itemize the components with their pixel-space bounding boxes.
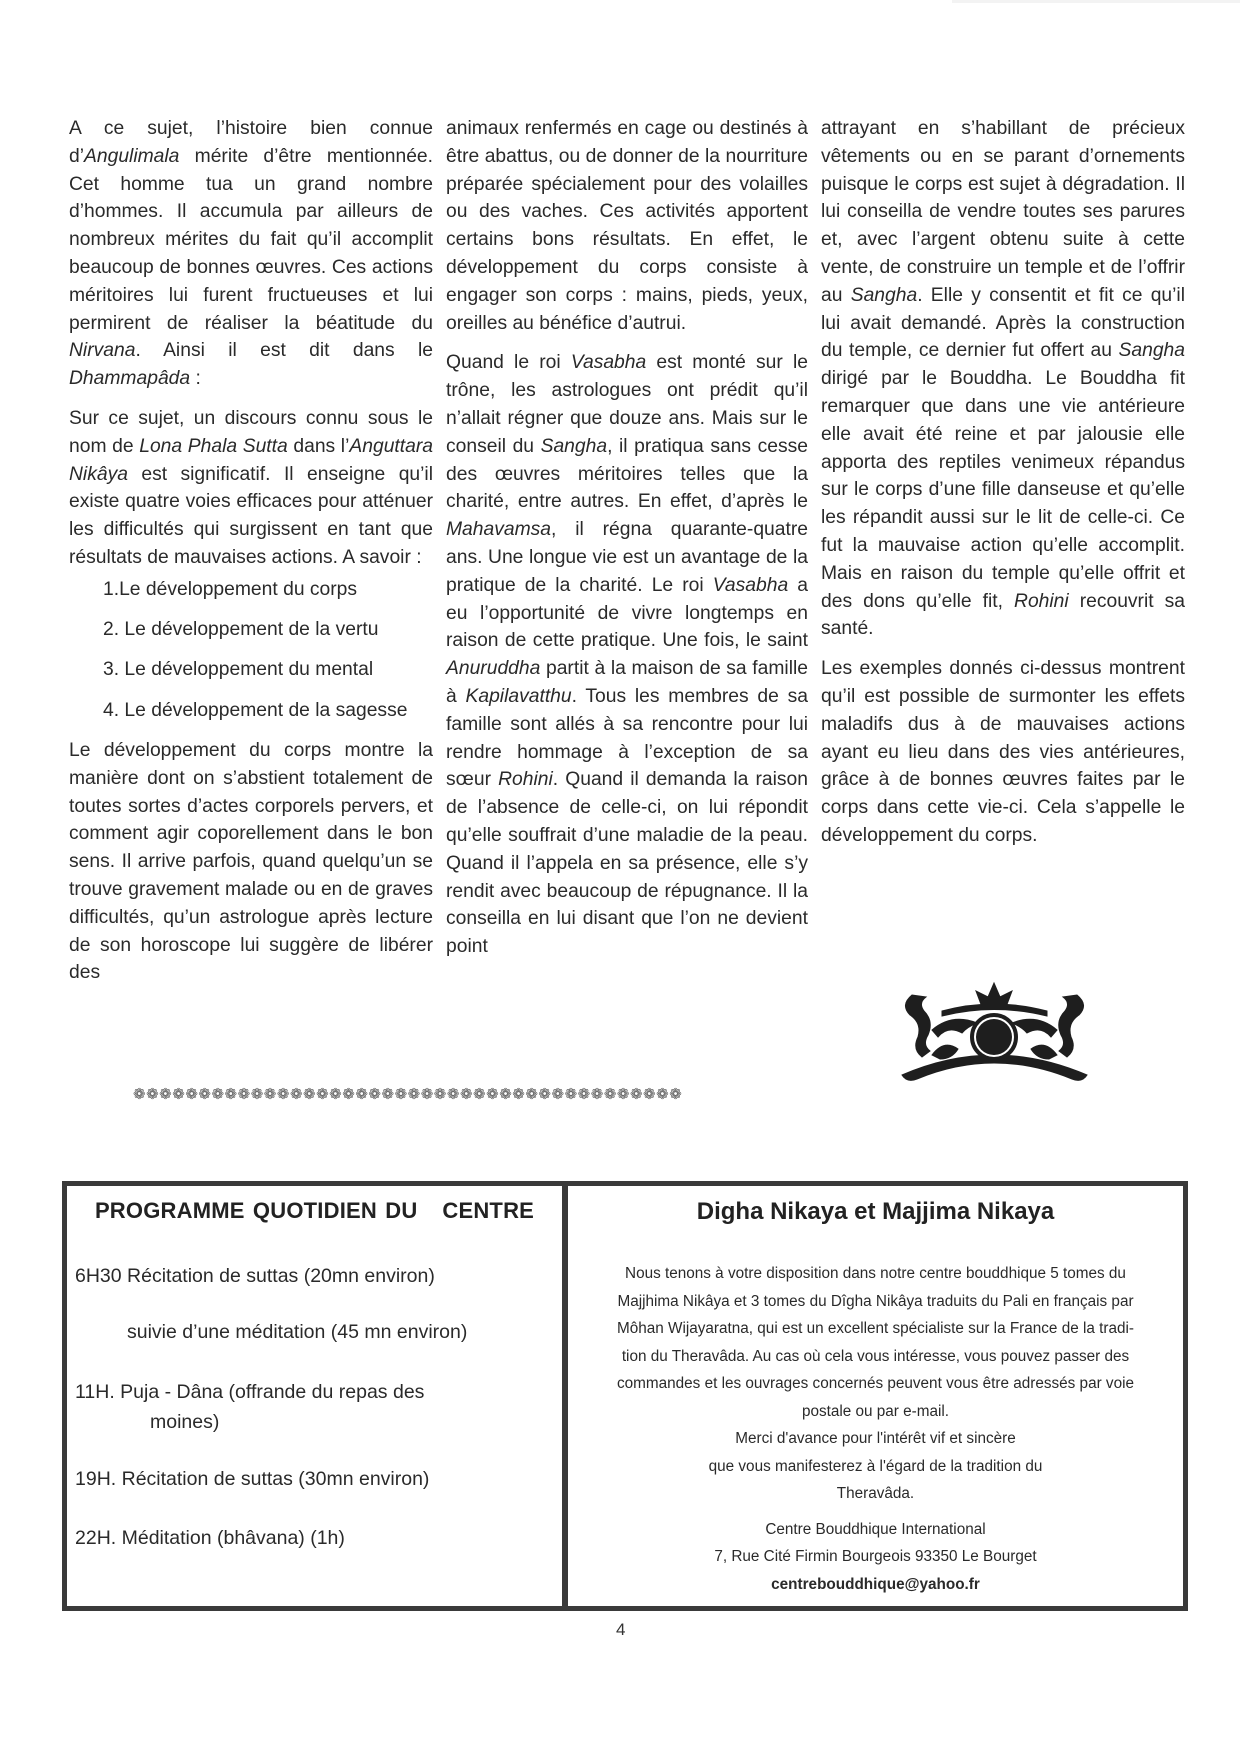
- flower-border-divider: [133, 1087, 845, 1103]
- flower-glyph-icon: ❁: [355, 1087, 369, 1103]
- programme-item: 11H. Puja - Dâna (offrande du repas des: [75, 1381, 425, 1403]
- text-line: que vous manifesterez à l'égard de la tradition du: [708, 1457, 1043, 1475]
- paragraph-lona-phala-sutta: [69, 405, 433, 572]
- flower-glyph-icon: ❁: [420, 1087, 434, 1103]
- nikaya-books-box: [563, 1181, 1188, 1611]
- term-lona-phala-sutta: Lona Phala Sutta: [139, 435, 288, 457]
- flower-glyph-icon: ❁: [172, 1087, 186, 1103]
- flower-glyph-icon: ❁: [316, 1087, 330, 1103]
- flower-glyph-icon: ❁: [499, 1087, 513, 1103]
- flower-glyph-icon: ❁: [198, 1087, 212, 1103]
- flower-glyph-icon: ❁: [394, 1087, 408, 1103]
- programme-item: suivie d’une méditation (45 mn environ): [127, 1321, 468, 1343]
- text-line: commandes et les ouvrages concernés peuvent vous être adressés par voie: [617, 1375, 1134, 1392]
- list-item: 4. Le développement de la sagesse: [103, 699, 408, 721]
- list-item: 1.Le développement du corps: [103, 578, 358, 600]
- flower-glyph-icon: ❁: [643, 1087, 657, 1103]
- nikaya-description: [578, 1260, 1173, 1598]
- text: . Quand il demanda la raison de l’absence de celle-ci, on lui répondit qu’elle souffrait d’une maladie de la peau. Quand il l’appela en sa présence, elle s’y rendit avec beaucoup de répugnance. Il la conseilla en lui disant que l’on ne devient point: [446, 769, 808, 958]
- flower-glyph-icon: ❁: [407, 1087, 421, 1103]
- term-vasabha: Vasabha: [570, 352, 647, 374]
- contact-name: Centre Bouddhique International: [765, 1520, 986, 1538]
- flower-glyph-icon: ❁: [616, 1087, 630, 1103]
- term-rohini: Rohini: [498, 769, 553, 791]
- paragraph-angulimala: [69, 115, 433, 393]
- flower-glyph-icon: ❁: [368, 1087, 382, 1103]
- flower-glyph-icon: ❁: [486, 1087, 500, 1103]
- term-sangha: Sangha: [540, 435, 608, 457]
- flower-glyph-icon: ❁: [211, 1087, 225, 1103]
- flower-glyph-icon: ❁: [133, 1087, 147, 1103]
- list-item: 3. Le développement du mental: [103, 659, 374, 681]
- flower-glyph-icon: ❁: [538, 1087, 552, 1103]
- text: recouvrit sa santé.: [821, 590, 1185, 640]
- text-line: tion du Theravâda. Au cas où cela vous intéresse, vous pouvez passer des: [621, 1347, 1130, 1365]
- term-nirvana: Nirvana: [69, 340, 136, 362]
- term-mahavamsa: Mahavamsa: [446, 519, 552, 541]
- nikaya-title: Digha Nikaya et Majjima Nikaya: [696, 1198, 1055, 1225]
- text: a eu l’opportunité de vivre longtemps en raison de cette pratique. Une fois, le saint: [446, 574, 808, 652]
- term-vasabha: Vasabha: [712, 574, 789, 596]
- text: mérite d’être mentionnée. Cet homme tua un grand nombre d’hommes. Il accumula par ailleurs de nombreux mérites du fait qu’il accomplit beaucoup de bonnes œuvres. Ces actions méritoires lui furent fructueuses et lui permirent de réaliser la béatitude du: [69, 145, 433, 334]
- text: attrayant en s’habillant de précieux vêtements ou en se parant d’ornements puisque le corps est sujet à dégradation. Il lui conseilla de vendre toutes ses parures et, avec l’argent obtenu suite à cette vente, de construire un temple et de l’offrir au: [821, 118, 1185, 306]
- text: dirigé par le Bouddha. Le Bouddha fit remarquer que dans une vie antérieure elle avait été reine et par jalousie elle apporta des reptiles venimeux répandus sur le corps d’une fille danseuse et qu’elle les répandit aussi sur le lit de celle-ci. Ce fut la mauvaise action qu’elle accomplit. Mais en raison du temple qu’elle offrit et des dons qu’elle fit,: [821, 368, 1185, 612]
- flower-glyph-icon: ❁: [276, 1087, 290, 1103]
- text: . Tous les membres de sa famille sont allés à sa rencontre pour lui rendre hommage à l’exception de sa sœur: [446, 685, 808, 791]
- paragraph-conclusion: Les exemples donnés ci-dessus montrent qu’il est possible de surmonter les effets maladifs dus à de mauvaises actions ayant eu lieu dans des vies antérieures, grâce à de bonnes œuvres faites par le corps dans cette vie-ci. Cela s’appelle le développement du corps.: [821, 658, 1185, 846]
- term-rohini: Rohini: [1014, 590, 1069, 612]
- term-anuruddha: Anuruddha: [446, 658, 541, 680]
- text: est monté sur le trône, les astrologues ont prédit qu’il n’allait régner que douze ans. Mais sur le conseil du: [446, 352, 808, 457]
- text: partit à la maison de sa famille à: [446, 658, 808, 707]
- flower-glyph-icon: ❁: [303, 1087, 317, 1103]
- flower-glyph-icon: ❁: [564, 1087, 578, 1103]
- programme-item: moines): [150, 1411, 220, 1433]
- flower-glyph-icon: ❁: [342, 1087, 356, 1103]
- programme-title: PROGRAMME QUOTIDIEN DU CENTRE: [94, 1198, 535, 1223]
- article-column-2: [446, 115, 808, 973]
- flower-glyph-icon: ❁: [289, 1087, 304, 1103]
- article-column-3: [821, 115, 1185, 862]
- paragraph-animals: animaux renfermés en cage ou destinés à être abattus, ou de donner de la nourriture préparée spécialement pour des volailles ou des vaches. Ces activités apportent certains bons résultats. En effet, le développement du corps consiste à engager son corps : mains, pieds, yeux, oreilles au bénéfice d’autrui.: [446, 118, 808, 334]
- term-dhammapada: Dhammapâda: [69, 368, 191, 390]
- contact-address: 7, Rue Cité Firmin Bourgeois 93350 Le Bourget: [714, 1548, 1037, 1565]
- paragraph-vasabha: [446, 349, 808, 961]
- flower-glyph-icon: ❁: [329, 1087, 343, 1103]
- flower-glyph-icon: ❁: [146, 1087, 160, 1103]
- flower-glyph-icon: ❁: [263, 1087, 277, 1103]
- flower-glyph-icon: ❁: [590, 1087, 604, 1103]
- flower-glyph-icon: ❁: [237, 1087, 251, 1103]
- floral-crest-ornament-icon: [882, 975, 1107, 1085]
- text: dans l’: [287, 435, 350, 457]
- flower-glyph-icon: ❁: [159, 1087, 173, 1103]
- flower-glyph-icon: ❁: [473, 1087, 487, 1103]
- text: :: [190, 368, 201, 390]
- flower-glyph-icon: ❁: [577, 1087, 591, 1103]
- flower-glyph-icon: ❁: [224, 1087, 238, 1103]
- term-anguttara-nikaya: Anguttara Nikâya: [69, 435, 434, 485]
- daily-programme-box: [62, 1181, 567, 1611]
- text: Sur ce sujet, un discours connu sous le nom de: [69, 407, 433, 457]
- text-line: Theravâda.: [836, 1485, 915, 1502]
- flower-glyph-icon: ❁: [656, 1087, 670, 1103]
- text: est significatif. Il enseigne qu’il existe quatre voies efficaces pour atténuer les difficultés qui surgissent en tant que résultats de mauvaises actions. A savoir :: [69, 463, 433, 568]
- page-number: 4: [616, 1620, 626, 1639]
- text: . Ainsi il est dit dans le: [135, 340, 433, 362]
- text: Quand le roi: [446, 352, 571, 374]
- text-line: Majjhima Nikâya et 3 tomes du Dîgha Nikâya traduits du Pali en français par: [617, 1292, 1134, 1310]
- flower-glyph-icon: ❁: [433, 1087, 447, 1103]
- flower-glyph-icon: ❁: [250, 1087, 264, 1103]
- flower-glyph-icon: ❁: [551, 1087, 565, 1103]
- text-line: Môhan Wijayaratna, qui est un excellent spécialiste sur la France de la tradi-: [617, 1320, 1134, 1337]
- programme-item: 22H. Méditation (bhâvana) (1h): [75, 1527, 345, 1549]
- text: A ce sujet, l’histoire bien connue d’: [69, 118, 433, 167]
- term-kapilavatthu: Kapilavatthu: [465, 685, 572, 707]
- term-angulimala: Angulimala: [84, 145, 180, 167]
- flower-glyph-icon: ❁: [446, 1087, 460, 1103]
- four-ways-list: [69, 576, 433, 725]
- flower-glyph-icon: ❁: [525, 1087, 539, 1103]
- text-line: postale ou par e-mail.: [801, 1402, 950, 1420]
- paragraph-body-development: Le développement du corps montre la manière dont on s’abstient totalement de toutes sortes d’actes corporels pervers, et comment agir coporellement dans le bon sens. Il arrive parfois, quand quelqu’un se trouve gravement malade ou en de graves difficultés, qu’un astrologue après lecture de son horoscope lui suggère de libérer des: [69, 739, 433, 984]
- article-column-1: [69, 115, 433, 999]
- flower-glyph-icon: ❁: [512, 1087, 526, 1103]
- flower-glyph-icon: ❁: [381, 1087, 395, 1103]
- term-sangha: Sangha: [850, 284, 918, 306]
- list-item: 2. Le développement de la vertu: [103, 619, 379, 641]
- term-sangha: Sangha: [1118, 340, 1185, 362]
- flower-glyph-icon: ❁: [459, 1087, 474, 1103]
- programme-item: 19H. Récitation de suttas (30mn environ): [75, 1468, 430, 1490]
- text: , il pratiqua sans cesse des œuvres méritoires telles que la charité, entre autres. En effet, d’après le: [446, 435, 808, 513]
- contact-email-link[interactable]: centrebouddhique@yahoo.fr: [771, 1575, 980, 1593]
- text: . Elle y consentit et fit ce qu’il lui avait demandé. Après la construction du temple, ce dernier fut offert au: [821, 284, 1185, 362]
- flower-glyph-icon: ❁: [629, 1087, 644, 1103]
- text: , il régna quarante-quatre ans. Une longue vie est un avantage de la pratique de la charité. Le roi: [446, 519, 808, 596]
- text-line: Merci d'avance pour l'intérêt vif et sincère: [735, 1430, 1016, 1447]
- flower-glyph-icon: ❁: [185, 1087, 199, 1103]
- scan-edge: [952, 0, 1240, 3]
- paragraph-rohini: [821, 115, 1185, 643]
- flower-glyph-icon: ❁: [669, 1087, 683, 1103]
- flower-glyph-icon: ❁: [603, 1087, 617, 1103]
- programme-item: 6H30 Récitation de suttas (20mn environ): [75, 1265, 435, 1287]
- text-line: Nous tenons à votre disposition dans notre centre bouddhique 5 tomes du: [625, 1265, 1126, 1282]
